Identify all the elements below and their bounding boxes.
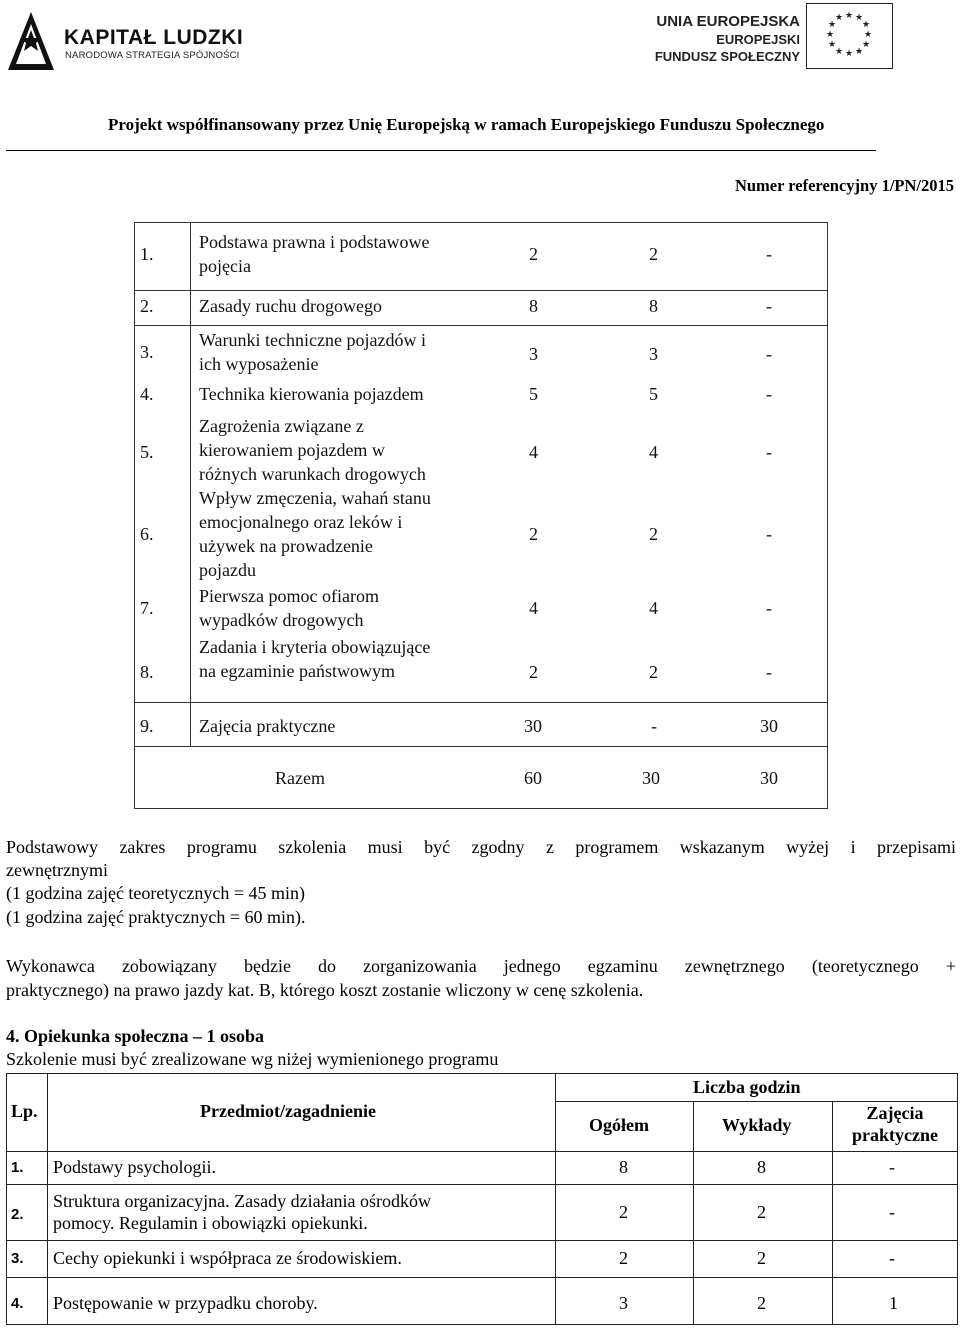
table1-row-subject [199,635,430,683]
table2-practical: - [889,1202,895,1222]
subject-line: Cechy opiekunki i współpraca ze środowiskiem. [53,1248,402,1268]
table1-row-number: 4. [140,384,154,404]
table1-total-b: 30 [642,768,660,788]
table1-value-a: 2 [529,524,538,544]
table1-row-number: 9. [140,716,154,736]
table1-row-number: 1. [140,244,154,264]
table1-col-divider [190,222,191,746]
svg-text:★: ★ [834,47,844,57]
table1-row-divider [134,290,828,291]
header-practical-line: praktyczne [852,1125,938,1145]
header-hours: Liczba godzin [693,1077,801,1097]
table1-value-c: - [766,344,772,364]
project-cofinancing-line: Projekt współfinansowany przez Unię Europejską w ramach Europejskiego Funduszu Społecznego [108,115,825,134]
table2-practical: - [889,1248,895,1268]
table2-col-divider [555,1073,556,1325]
header-lp: Lp. [11,1101,38,1121]
header-subject: Przedmiot/zagadnienie [200,1101,376,1121]
subject-line: używek na prowadzenie [199,536,373,556]
table1-value-b: 3 [649,344,658,364]
table1-value-c: - [766,662,772,682]
table1-value-b: 2 [649,662,658,682]
svg-text:★: ★ [825,30,835,40]
table2-practical: 1 [889,1293,898,1313]
table1-row-number: 8. [140,662,154,682]
table1-value-c: - [766,296,772,316]
table2-practical: - [889,1157,895,1177]
table1-value-a: 8 [529,296,538,316]
table2-row-number: 4. [11,1295,24,1312]
subject-line: Technika kierowania pojazdem [199,384,424,404]
table2-row-subject [53,1247,402,1269]
subject-line: Zasady ruchu drogowego [199,296,382,316]
subject-line: Warunki techniczne pojazdów i [199,330,426,350]
table1-row-number: 7. [140,598,154,618]
table2-col-divider [693,1101,694,1325]
svg-text:★: ★ [844,49,854,59]
table1-row-number: 5. [140,442,154,462]
svg-text:★: ★ [827,40,837,50]
table2-row-subject [53,1190,431,1234]
section-4-subtitle: Szkolenie musi być zrealizowane wg niżej wymienionego programu [6,1049,499,1069]
subject-line: Postępowanie w przypadku choroby. [53,1293,318,1313]
svg-text:★: ★ [844,11,854,21]
table1-value-b: 8 [649,296,658,316]
subject-line: Zajęcia praktyczne [199,716,336,736]
subject-line: pojazdu [199,560,256,580]
paragraph-line: Podstawowy zakres programu szkolenia musi być zgodny z programem wskazanym wyżej i przepisami [6,837,956,857]
subject-line: kierowaniem pojazdem w [199,440,385,460]
subject-line: pomocy. Regulamin i obowiązki opiekunki. [53,1213,368,1233]
table2-row-divider [6,1151,958,1152]
subject-line: na egzaminie państwowym [199,661,395,681]
table1-value-b: 4 [649,442,658,462]
paragraph-line: (1 godzina zajęć praktycznych = 60 min). [6,907,306,927]
table1-value-a: 4 [529,598,538,618]
eu-line-1: UNIA EUROPEJSKA [656,13,800,30]
eu-line-3: FUNDUSZ SPOŁECZNY [654,49,800,64]
eu-logo-text [640,12,800,65]
table2-row-subject [53,1156,216,1178]
svg-text:★: ★ [863,30,873,40]
subject-line: Zagrożenia związane z [199,416,364,436]
table2-lectures: 2 [757,1202,766,1222]
table2-row-divider [6,1277,958,1278]
table2-row-divider [6,1240,958,1241]
subject-line: Zadania i kryteria obowiązujące [199,637,431,657]
header-divider [6,150,876,151]
table1-row-divider [134,702,828,703]
paragraph-line: Wykonawca zobowiązany będzie do zorganizowania jednego egzaminu zewnętrznego (teoretycznego + [6,956,956,976]
table1-value-b: 2 [649,244,658,264]
subject-line: wypadków drogowych [199,610,364,630]
section-4-title: 4. Opiekunka społeczna – 1 osoba [6,1026,265,1046]
subject-line: Pierwsza pomoc ofiarom [199,586,379,606]
table1-value-b: 2 [649,524,658,544]
header-practical [832,1102,958,1146]
paragraph-line: zewnętrznymi [6,860,108,880]
eu-flag-icon [806,3,893,69]
table1-value-b: - [651,716,657,736]
subject-line: różnych warunkach drogowych [199,464,426,484]
table2-total: 2 [619,1202,628,1222]
header-total: Ogółem [589,1115,649,1135]
table2-row-subject [53,1292,318,1314]
table1-value-c: - [766,524,772,544]
table1-row-divider [134,746,828,747]
table2-lectures: 8 [757,1157,766,1177]
table1-row-subject [199,714,335,738]
header-practical-line: Zajęcia [866,1103,924,1123]
table1-row-subject [199,486,431,582]
table1-value-a: 30 [524,716,542,736]
svg-text:★: ★ [854,13,864,23]
table2-row-number: 2. [11,1206,24,1223]
table1-row-number: 6. [140,524,154,544]
table1-value-a: 3 [529,344,538,364]
header-lectures: Wykłady [722,1115,792,1135]
paragraph-line: praktycznego) na prawo jazdy kat. B, którego koszt zostanie wliczony w cenę szkolenia. [6,980,644,1000]
eu-line-2: EUROPEJSKI [716,32,800,47]
table1-value-b: 5 [649,384,658,404]
kapital-ludzki-title: KAPITAŁ LUDZKI [64,26,244,49]
table1-row-number: 3. [140,342,154,362]
table1-value-a: 5 [529,384,538,404]
table1-value-c: - [766,244,772,264]
subject-line: Podstawy psychologii. [53,1157,217,1177]
table2-row-divider [6,1184,958,1185]
table1-value-c: - [766,598,772,618]
table1-row-subject [199,328,426,376]
table1-row-number: 2. [140,296,154,316]
table1-value-a: 4 [529,442,538,462]
kapital-ludzki-subtitle: NARODOWA STRATEGIA SPÓJNOŚCI [65,50,240,61]
table1-value-c: - [766,384,772,404]
table2-total: 3 [619,1293,628,1313]
table1-row-subject [199,382,424,406]
table1-row-divider [134,325,828,326]
table1-value-c: - [766,442,772,462]
table2-row-number: 3. [11,1250,24,1267]
table1-row-subject [199,294,382,318]
table2-col-divider [47,1073,48,1325]
svg-text:★: ★ [861,20,871,30]
table1-total-label: Razem [275,768,325,788]
subject-line: Wpływ zmęczenia, wahań stanu [199,488,431,508]
table1-row-subject [199,414,426,486]
svg-text:★: ★ [854,47,864,57]
subject-line: emocjonalnego oraz leków i [199,512,403,532]
table2-row-number: 1. [11,1159,24,1176]
table1-row-subject [199,584,379,632]
table2-total: 2 [619,1248,628,1268]
table2-total: 8 [619,1157,628,1177]
svg-text:★: ★ [861,40,871,50]
svg-text:★: ★ [827,20,837,30]
table1-value-c: 30 [760,716,778,736]
table1-value-b: 4 [649,598,658,618]
table1-value-a: 2 [529,662,538,682]
subject-line: pojęcia [199,256,251,276]
table2-lectures: 2 [757,1248,766,1268]
table2-lectures: 2 [757,1293,766,1313]
reference-number: Numer referencyjny 1/PN/2015 [734,176,954,195]
subject-line: Struktura organizacyjna. Zasady działania ośrodków [53,1191,432,1211]
table1-total-c: 30 [760,768,778,788]
table1-value-a: 2 [529,244,538,264]
svg-text:★: ★ [834,13,844,23]
table1-row-subject [199,230,429,278]
kapital-ludzki-logo-mark [6,10,56,72]
subject-line: Podstawa prawna i podstawowe [199,232,430,252]
table1-total-a: 60 [524,768,542,788]
paragraph-line: (1 godzina zajęć teoretycznych = 45 min) [6,883,306,903]
subject-line: ich wyposażenie [199,354,319,374]
